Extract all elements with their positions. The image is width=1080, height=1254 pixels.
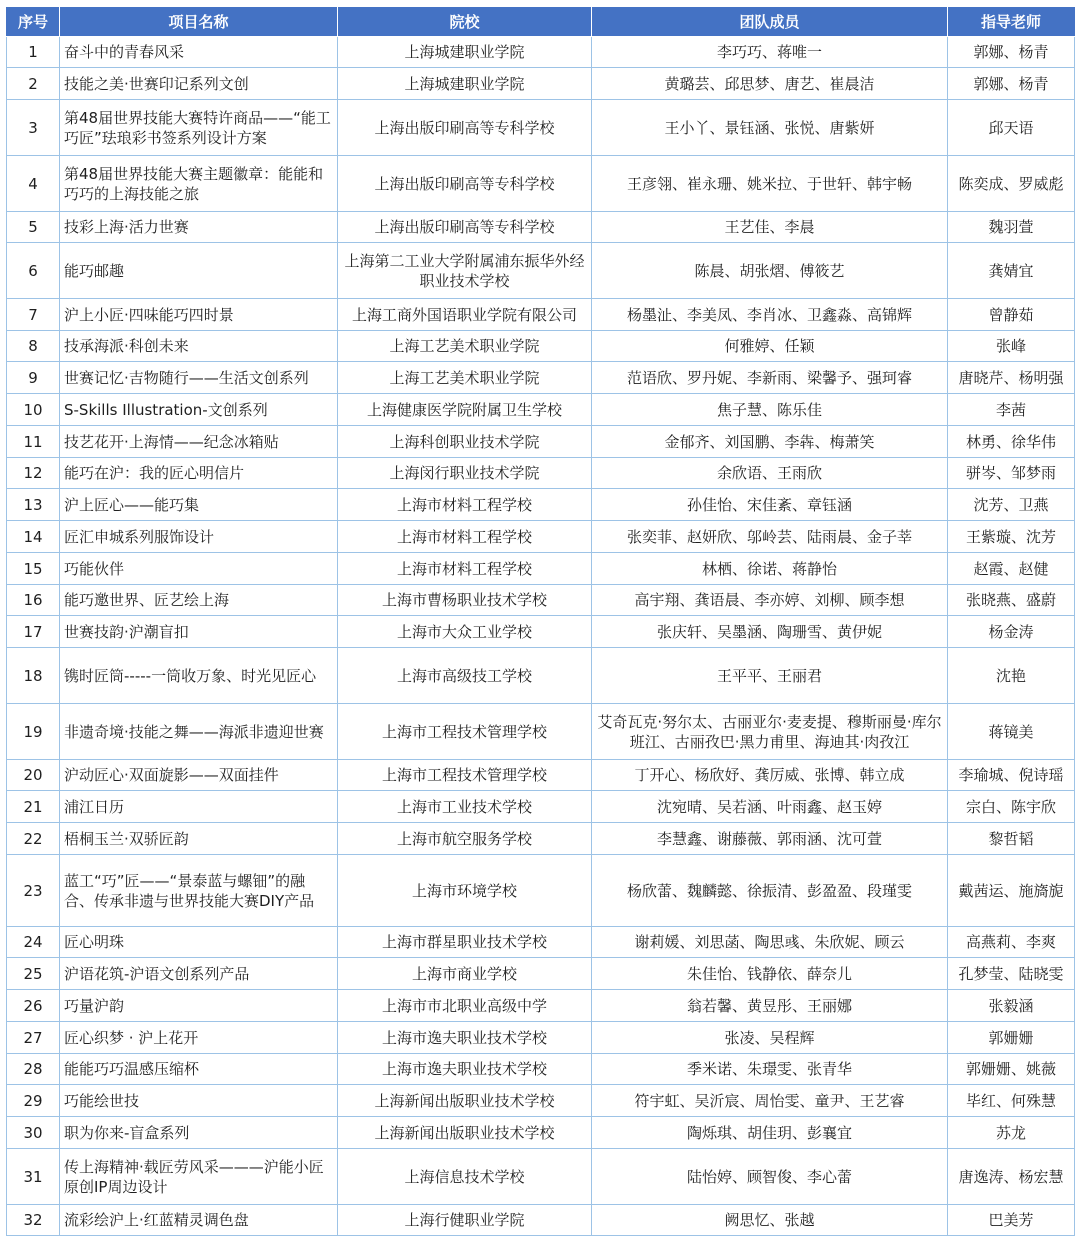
header-row (7, 7, 1075, 37)
awards-table (6, 7, 1075, 1236)
cell-index: 3 (7, 100, 60, 156)
cell-team: 王平平、王丽君 (592, 648, 948, 704)
cell-project: 沪动匠心·双面旋影——双面挂件 (60, 760, 338, 791)
table-row (7, 1054, 1075, 1085)
cell-team: 杨墨沚、李美凤、李肖冰、卫鑫淼、高锦辉 (592, 299, 948, 331)
header-school: 院校 (338, 7, 592, 37)
cell-team: 艾奇瓦克·努尔太、古丽亚尔·麦麦提、穆斯丽曼·库尔班江、古丽孜巴·黑力甫里、海迪其·肉孜江 (592, 704, 948, 760)
cell-index: 25 (7, 958, 60, 990)
cell-project: 传上海精神·载匠劳风采———沪能小匠原创IP周边设计 (60, 1149, 338, 1205)
cell-index: 13 (7, 489, 60, 521)
table-row (7, 927, 1075, 958)
table-row (7, 1149, 1075, 1205)
table-row (7, 1205, 1075, 1236)
table-row (7, 362, 1075, 394)
cell-project: 梧桐玉兰·双骄匠韵 (60, 823, 338, 855)
cell-school: 上海市逸夫职业技术学校 (338, 1022, 592, 1054)
cell-school: 上海工艺美术职业学院 (338, 362, 592, 394)
cell-team: 林栖、徐诺、蒋静怡 (592, 553, 948, 585)
cell-project: 技承海派·科创未来 (60, 331, 338, 362)
cell-school: 上海出版印刷高等专科学校 (338, 100, 592, 156)
cell-index: 23 (7, 855, 60, 927)
table-row (7, 299, 1075, 331)
cell-team: 沈宛晴、吴若涵、叶雨鑫、赵玉婷 (592, 791, 948, 823)
cell-school: 上海市材料工程学校 (338, 553, 592, 585)
cell-advisor: 沈芳、卫燕 (948, 489, 1075, 521)
cell-project: 匠汇申城系列服饰设计 (60, 521, 338, 553)
header-project: 项目名称 (60, 7, 338, 37)
cell-advisor: 陈奕成、罗威彪 (948, 156, 1075, 212)
table-row (7, 100, 1075, 156)
cell-team: 王小丫、景钰涵、张悦、唐紫妍 (592, 100, 948, 156)
cell-index: 1 (7, 37, 60, 68)
cell-school: 上海健康医学院附属卫生学校 (338, 394, 592, 426)
cell-index: 17 (7, 616, 60, 648)
cell-team: 陈晨、胡张熠、傅筱艺 (592, 243, 948, 299)
header-team: 团队成员 (592, 7, 948, 37)
cell-advisor: 黎哲韬 (948, 823, 1075, 855)
cell-advisor: 郭娜、杨青 (948, 68, 1075, 100)
cell-school: 上海科创职业技术学院 (338, 426, 592, 458)
cell-advisor: 李瑜城、倪诗瑶 (948, 760, 1075, 791)
cell-advisor: 巴美芳 (948, 1205, 1075, 1236)
table-row (7, 489, 1075, 521)
cell-index: 9 (7, 362, 60, 394)
cell-team: 王艺佳、李晨 (592, 212, 948, 243)
cell-index: 6 (7, 243, 60, 299)
cell-school: 上海市工程技术管理学校 (338, 704, 592, 760)
cell-team: 高宇翔、龚语晨、李亦婷、刘柳、顾李想 (592, 585, 948, 616)
table-row (7, 394, 1075, 426)
table-row (7, 521, 1075, 553)
cell-advisor: 郭娜、杨青 (948, 37, 1075, 68)
cell-project: 第48届世界技能大赛主题徽章：能能和巧巧的上海技能之旅 (60, 156, 338, 212)
cell-project: 世赛记忆·吉物随行——生活文创系列 (60, 362, 338, 394)
cell-school: 上海第二工业大学附属浦东振华外经职业技术学校 (338, 243, 592, 299)
cell-index: 21 (7, 791, 60, 823)
cell-index: 18 (7, 648, 60, 704)
cell-school: 上海行健职业学院 (338, 1205, 592, 1236)
cell-index: 30 (7, 1117, 60, 1149)
cell-index: 26 (7, 990, 60, 1022)
table-row (7, 958, 1075, 990)
cell-school: 上海市航空服务学校 (338, 823, 592, 855)
cell-team: 朱佳怡、钱静依、薛奈儿 (592, 958, 948, 990)
cell-index: 19 (7, 704, 60, 760)
table-row (7, 458, 1075, 489)
header-advisor: 指导老师 (948, 7, 1075, 37)
header-index: 序号 (7, 7, 60, 37)
cell-index: 24 (7, 927, 60, 958)
cell-project: 能能巧巧温感压缩杯 (60, 1054, 338, 1085)
cell-advisor: 赵霞、赵健 (948, 553, 1075, 585)
cell-index: 4 (7, 156, 60, 212)
table-row (7, 212, 1075, 243)
cell-team: 焦子慧、陈乐佳 (592, 394, 948, 426)
table-row (7, 990, 1075, 1022)
cell-school: 上海市曹杨职业技术学校 (338, 585, 592, 616)
cell-project: 巧量沪韵 (60, 990, 338, 1022)
table-row (7, 791, 1075, 823)
cell-school: 上海市工程技术管理学校 (338, 760, 592, 791)
cell-team: 阙思忆、张越 (592, 1205, 948, 1236)
cell-project: 镌时匠筒-----一筒收万象、时光见匠心 (60, 648, 338, 704)
cell-advisor: 林勇、徐华伟 (948, 426, 1075, 458)
cell-advisor: 李茜 (948, 394, 1075, 426)
cell-school: 上海出版印刷高等专科学校 (338, 212, 592, 243)
cell-project: 第48届世界技能大赛特许商品——“能工巧匠”珐琅彩书签系列设计方案 (60, 100, 338, 156)
cell-team: 余欣语、王雨欣 (592, 458, 948, 489)
table-row (7, 704, 1075, 760)
cell-advisor: 杨金涛 (948, 616, 1075, 648)
table-row (7, 37, 1075, 68)
table-row (7, 156, 1075, 212)
cell-team: 陶烁琪、胡佳玥、彭襄宜 (592, 1117, 948, 1149)
table-row (7, 426, 1075, 458)
cell-index: 7 (7, 299, 60, 331)
cell-team: 李巧巧、蒋唯一 (592, 37, 948, 68)
cell-school: 上海市逸夫职业技术学校 (338, 1054, 592, 1085)
cell-team: 丁开心、杨欣妤、龚厉威、张博、韩立成 (592, 760, 948, 791)
cell-index: 28 (7, 1054, 60, 1085)
cell-index: 15 (7, 553, 60, 585)
cell-project: S-Skills Illustration-文创系列 (60, 394, 338, 426)
cell-index: 16 (7, 585, 60, 616)
cell-project: 世赛技韵·沪潮盲扣 (60, 616, 338, 648)
cell-index: 14 (7, 521, 60, 553)
cell-school: 上海市高级技工学校 (338, 648, 592, 704)
cell-advisor: 王紫璇、沈芳 (948, 521, 1075, 553)
table-header (7, 7, 1075, 37)
cell-team: 季米诺、朱璟雯、张青华 (592, 1054, 948, 1085)
cell-project: 非遗奇境·技能之舞——海派非遗迎世赛 (60, 704, 338, 760)
cell-school: 上海城建职业学院 (338, 68, 592, 100)
cell-advisor: 宗白、陈宇欣 (948, 791, 1075, 823)
table-row (7, 1117, 1075, 1149)
table-row (7, 553, 1075, 585)
cell-team: 符宇虹、吴沂宸、周怡雯、童尹、王艺睿 (592, 1085, 948, 1117)
cell-advisor: 郭姗姗、姚薇 (948, 1054, 1075, 1085)
table-row (7, 243, 1075, 299)
cell-team: 杨欣蕾、魏麟懿、徐振清、彭盈盈、段瑾雯 (592, 855, 948, 927)
cell-team: 陆怡婷、顾智俊、李心蕾 (592, 1149, 948, 1205)
cell-project: 流彩绘沪上·红蓝精灵调色盘 (60, 1205, 338, 1236)
cell-school: 上海市商业学校 (338, 958, 592, 990)
table-row (7, 1022, 1075, 1054)
cell-advisor: 蒋镜美 (948, 704, 1075, 760)
cell-index: 22 (7, 823, 60, 855)
cell-advisor: 孔梦莹、陆晓雯 (948, 958, 1075, 990)
cell-school: 上海城建职业学院 (338, 37, 592, 68)
cell-advisor: 苏龙 (948, 1117, 1075, 1149)
cell-team: 黄璐芸、邱思梦、唐艺、崔晨洁 (592, 68, 948, 100)
cell-team: 王彦翎、崔永珊、姚米拉、于世轩、韩宇畅 (592, 156, 948, 212)
cell-team: 孙佳怡、宋佳紊、章钰涵 (592, 489, 948, 521)
cell-project: 奋斗中的青春风采 (60, 37, 338, 68)
cell-advisor: 魏羽萱 (948, 212, 1075, 243)
cell-project: 匠心明珠 (60, 927, 338, 958)
cell-school: 上海闵行职业技术学院 (338, 458, 592, 489)
cell-advisor: 唐晓芹、杨明强 (948, 362, 1075, 394)
cell-advisor: 戴茜运、施旖旎 (948, 855, 1075, 927)
table-row (7, 760, 1075, 791)
cell-school: 上海出版印刷高等专科学校 (338, 156, 592, 212)
cell-advisor: 张峰 (948, 331, 1075, 362)
cell-advisor: 郭姗姗 (948, 1022, 1075, 1054)
cell-team: 谢莉媛、刘思菡、陶思彧、朱欣妮、顾云 (592, 927, 948, 958)
cell-team: 翁若馨、黄昱彤、王丽娜 (592, 990, 948, 1022)
cell-team: 金郁齐、刘国鹏、李犇、梅萧笑 (592, 426, 948, 458)
cell-advisor: 唐逸涛、杨宏慧 (948, 1149, 1075, 1205)
cell-school: 上海市大众工业学校 (338, 616, 592, 648)
table-row (7, 585, 1075, 616)
cell-school: 上海市工业技术学校 (338, 791, 592, 823)
cell-school: 上海工艺美术职业学院 (338, 331, 592, 362)
cell-project: 蓝工“巧”匠——“景泰蓝与螺钿”的融合、传承非遗与世界技能大赛DIY产品 (60, 855, 338, 927)
table-row (7, 855, 1075, 927)
table-row (7, 331, 1075, 362)
cell-index: 20 (7, 760, 60, 791)
cell-advisor: 骈岑、邹梦雨 (948, 458, 1075, 489)
cell-index: 27 (7, 1022, 60, 1054)
cell-school: 上海市材料工程学校 (338, 521, 592, 553)
cell-project: 能巧在沪：我的匠心明信片 (60, 458, 338, 489)
cell-school: 上海市材料工程学校 (338, 489, 592, 521)
cell-school: 上海市市北职业高级中学 (338, 990, 592, 1022)
cell-school: 上海市群星职业技术学校 (338, 927, 592, 958)
cell-advisor: 张晓燕、盛蔚 (948, 585, 1075, 616)
table-row (7, 616, 1075, 648)
cell-project: 技艺花开·上海情——纪念冰箱贴 (60, 426, 338, 458)
cell-project: 职为你来-盲盒系列 (60, 1117, 338, 1149)
cell-index: 29 (7, 1085, 60, 1117)
cell-index: 12 (7, 458, 60, 489)
cell-project: 匠心织梦 · 沪上花开 (60, 1022, 338, 1054)
cell-index: 31 (7, 1149, 60, 1205)
cell-project: 巧能绘世技 (60, 1085, 338, 1117)
cell-index: 32 (7, 1205, 60, 1236)
cell-school: 上海工商外国语职业学院有限公司 (338, 299, 592, 331)
cell-team: 范语欣、罗丹妮、李新雨、梁馨予、强珂睿 (592, 362, 948, 394)
table-row (7, 823, 1075, 855)
cell-index: 10 (7, 394, 60, 426)
cell-advisor: 邱天语 (948, 100, 1075, 156)
cell-index: 11 (7, 426, 60, 458)
cell-team: 李慧鑫、谢藤薇、郭雨涵、沈可萱 (592, 823, 948, 855)
cell-advisor: 高燕莉、李爽 (948, 927, 1075, 958)
cell-school: 上海信息技术学校 (338, 1149, 592, 1205)
cell-advisor: 曾静茹 (948, 299, 1075, 331)
table-row (7, 68, 1075, 100)
cell-project: 能巧邮趣 (60, 243, 338, 299)
cell-school: 上海新闻出版职业技术学校 (338, 1085, 592, 1117)
cell-advisor: 龚婧宜 (948, 243, 1075, 299)
cell-team: 何雅婷、任颖 (592, 331, 948, 362)
cell-project: 沪上小匠·四味能巧四时景 (60, 299, 338, 331)
cell-team: 张凌、吴程辉 (592, 1022, 948, 1054)
cell-project: 浦江日历 (60, 791, 338, 823)
table-row (7, 648, 1075, 704)
cell-project: 能巧邀世界、匠艺绘上海 (60, 585, 338, 616)
cell-index: 2 (7, 68, 60, 100)
cell-project: 技能之美·世赛印记系列文创 (60, 68, 338, 100)
cell-project: 沪语花筑-沪语文创系列产品 (60, 958, 338, 990)
cell-index: 8 (7, 331, 60, 362)
cell-advisor: 毕红、何殊慧 (948, 1085, 1075, 1117)
cell-school: 上海市环境学校 (338, 855, 592, 927)
cell-project: 技彩上海·活力世赛 (60, 212, 338, 243)
cell-advisor: 沈艳 (948, 648, 1075, 704)
table-body (7, 37, 1075, 1236)
cell-school: 上海新闻出版职业技术学校 (338, 1117, 592, 1149)
table-row (7, 1085, 1075, 1117)
cell-team: 张奕菲、赵妍欣、邬岭芸、陆雨晨、金子莘 (592, 521, 948, 553)
cell-project: 沪上匠心——能巧集 (60, 489, 338, 521)
cell-project: 巧能伙伴 (60, 553, 338, 585)
cell-team: 张庆轩、吴墨涵、陶珊雪、黄伊妮 (592, 616, 948, 648)
cell-advisor: 张毅涵 (948, 990, 1075, 1022)
cell-index: 5 (7, 212, 60, 243)
